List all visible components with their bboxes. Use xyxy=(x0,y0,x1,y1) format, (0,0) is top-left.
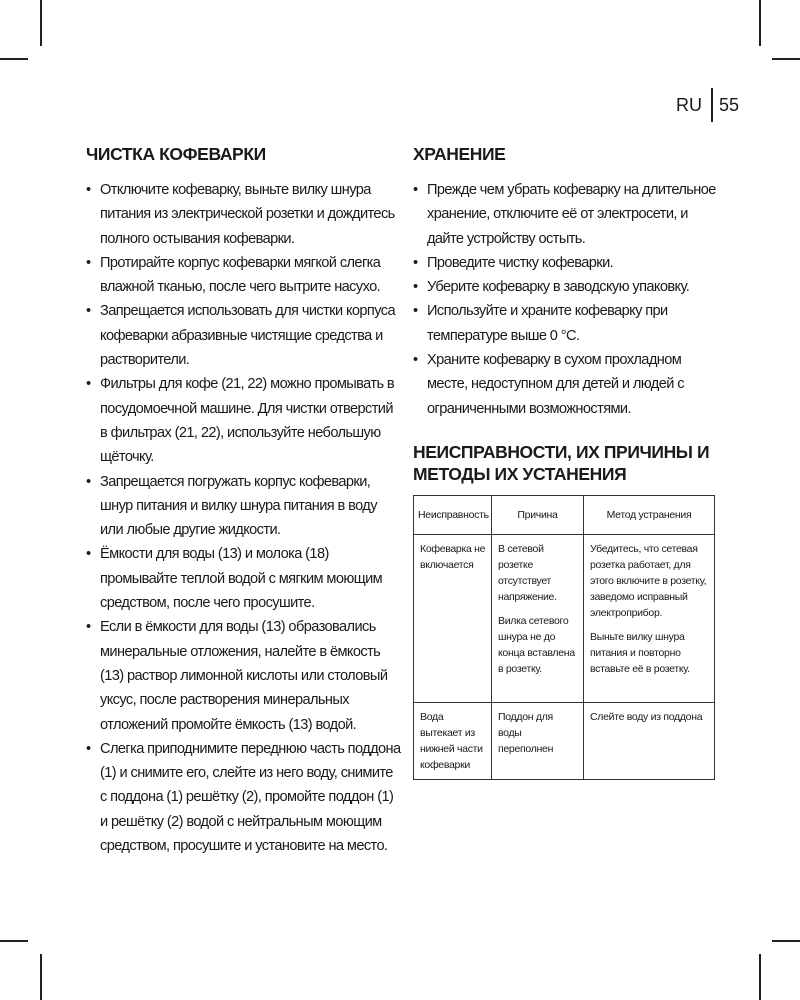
troubleshooting-title: НЕИСПРАВНОСТИ, ИХ ПРИЧИНЫ И МЕТОДЫ ИХ УСТАНЕНИЯ xyxy=(413,441,710,484)
storage-and-troubleshooting xyxy=(413,142,723,780)
remedy-cell xyxy=(584,702,715,779)
list-item: • Запрещается погружать корпус кофеварки, шнур питания и вилку шнура питания в воду или любые другие жидкости. xyxy=(86,470,402,543)
cleaning-title: ЧИСТКА КОФЕВАРКИ xyxy=(86,144,266,164)
storage-list xyxy=(413,178,723,421)
list-item: • Если в ёмкости для воды (13) образовались минеральные отложения, налейте в ёмкость (13) раствор лимонной кислоты или столовый уксус, после растворения минеральных отложений промойте ёмкость (13) водой. xyxy=(86,615,402,736)
table-row xyxy=(414,534,715,702)
remedy-cell xyxy=(584,534,715,702)
cause-cell xyxy=(492,702,584,779)
fault-cell: Вода вытекает из нижней части кофеварки xyxy=(414,702,492,779)
crop-mark-bottom-left-vertical xyxy=(40,954,42,1000)
remedy-text: Убедитесь, что сетевая розетка работает, для этого включите в розетку, заведомо исправный электроприбор. xyxy=(590,542,707,619)
crop-mark-bottom-left-horizontal xyxy=(0,940,28,942)
cause-text: Вилка сетевого шнура не до конца вставлена в розетку. xyxy=(498,614,575,675)
cleaning-list xyxy=(86,178,402,858)
table-row xyxy=(414,702,715,779)
crop-mark-bottom-right-horizontal xyxy=(772,940,800,942)
list-item: • Отключите кофеварку, выньте вилку шнура питания из электрической розетки и дождитесь полного остывания кофеварки. xyxy=(86,178,402,251)
list-item: • Ёмкости для воды (13) и молока (18) промывайте теплой водой с мягким моющим средством, после чего просушите. xyxy=(86,542,402,615)
column-header-fault: Неисправность xyxy=(414,495,492,534)
cause-text: В сетевой розетке отсутствует напряжение. xyxy=(498,542,557,603)
list-item: • Протирайте корпус кофеварки мягкой слегка влажной тканью, после чего вытрите насухо. xyxy=(86,251,402,300)
list-item: • Храните кофеварку в сухом прохладном месте, недоступном для детей и людей с ограниченными возможностями. xyxy=(413,348,723,421)
troubleshooting-table xyxy=(413,495,715,780)
crop-mark-top-right-vertical xyxy=(759,0,761,46)
table-header-row xyxy=(414,495,715,534)
cleaning-section xyxy=(86,142,402,858)
list-item: • Фильтры для кофе (21, 22) можно промывать в посудомоечной машине. Для чистки отверстий в фильтрах (21, 22), используйте небольшую щёточку. xyxy=(86,372,402,469)
list-item: • Уберите кофеварку в заводскую упаковку. xyxy=(413,275,723,299)
remedy-text: Выньте вилку шнура питания и повторно вставьте её в розетку. xyxy=(590,630,690,675)
list-item: • Запрещается использовать для чистки корпуса кофеварки абразивные чистящие средства и растворители. xyxy=(86,299,402,372)
crop-mark-bottom-right-vertical xyxy=(759,954,761,1000)
list-item: • Используйте и храните кофеварку при температуре выше 0 °С. xyxy=(413,299,723,348)
crop-mark-top-left-vertical xyxy=(40,0,42,46)
storage-title: ХРАНЕНИЕ xyxy=(413,144,506,164)
page-number: 55 xyxy=(719,94,740,115)
page-header xyxy=(676,88,739,122)
cause-cell xyxy=(492,534,584,702)
crop-mark-top-left-horizontal xyxy=(0,58,28,60)
list-item: • Прежде чем убрать кофеварку на длительное хранение, отключите её от электросети, и дайте устройству остыть. xyxy=(413,178,723,251)
column-header-cause: Причина xyxy=(492,495,584,534)
language-code: RU xyxy=(676,94,702,115)
remedy-text: Слейте воду из поддона xyxy=(590,710,703,723)
list-item: • Слегка приподнимите переднюю часть поддона (1) и снимите его, слейте из него воду, снимите с поддона (1) решётку (2), промойте поддон (1) и решётку (2) водой с нейтральным моющим средством, просушите и установите на место. xyxy=(86,737,402,858)
list-item: • Проведите чистку кофеварки. xyxy=(413,251,723,275)
fault-cell: Кофеварка не включается xyxy=(414,534,492,702)
cause-text: Поддон для воды переполнен xyxy=(498,710,554,755)
crop-mark-top-right-horizontal xyxy=(772,58,800,60)
column-header-remedy: Метод устранения xyxy=(584,495,715,534)
